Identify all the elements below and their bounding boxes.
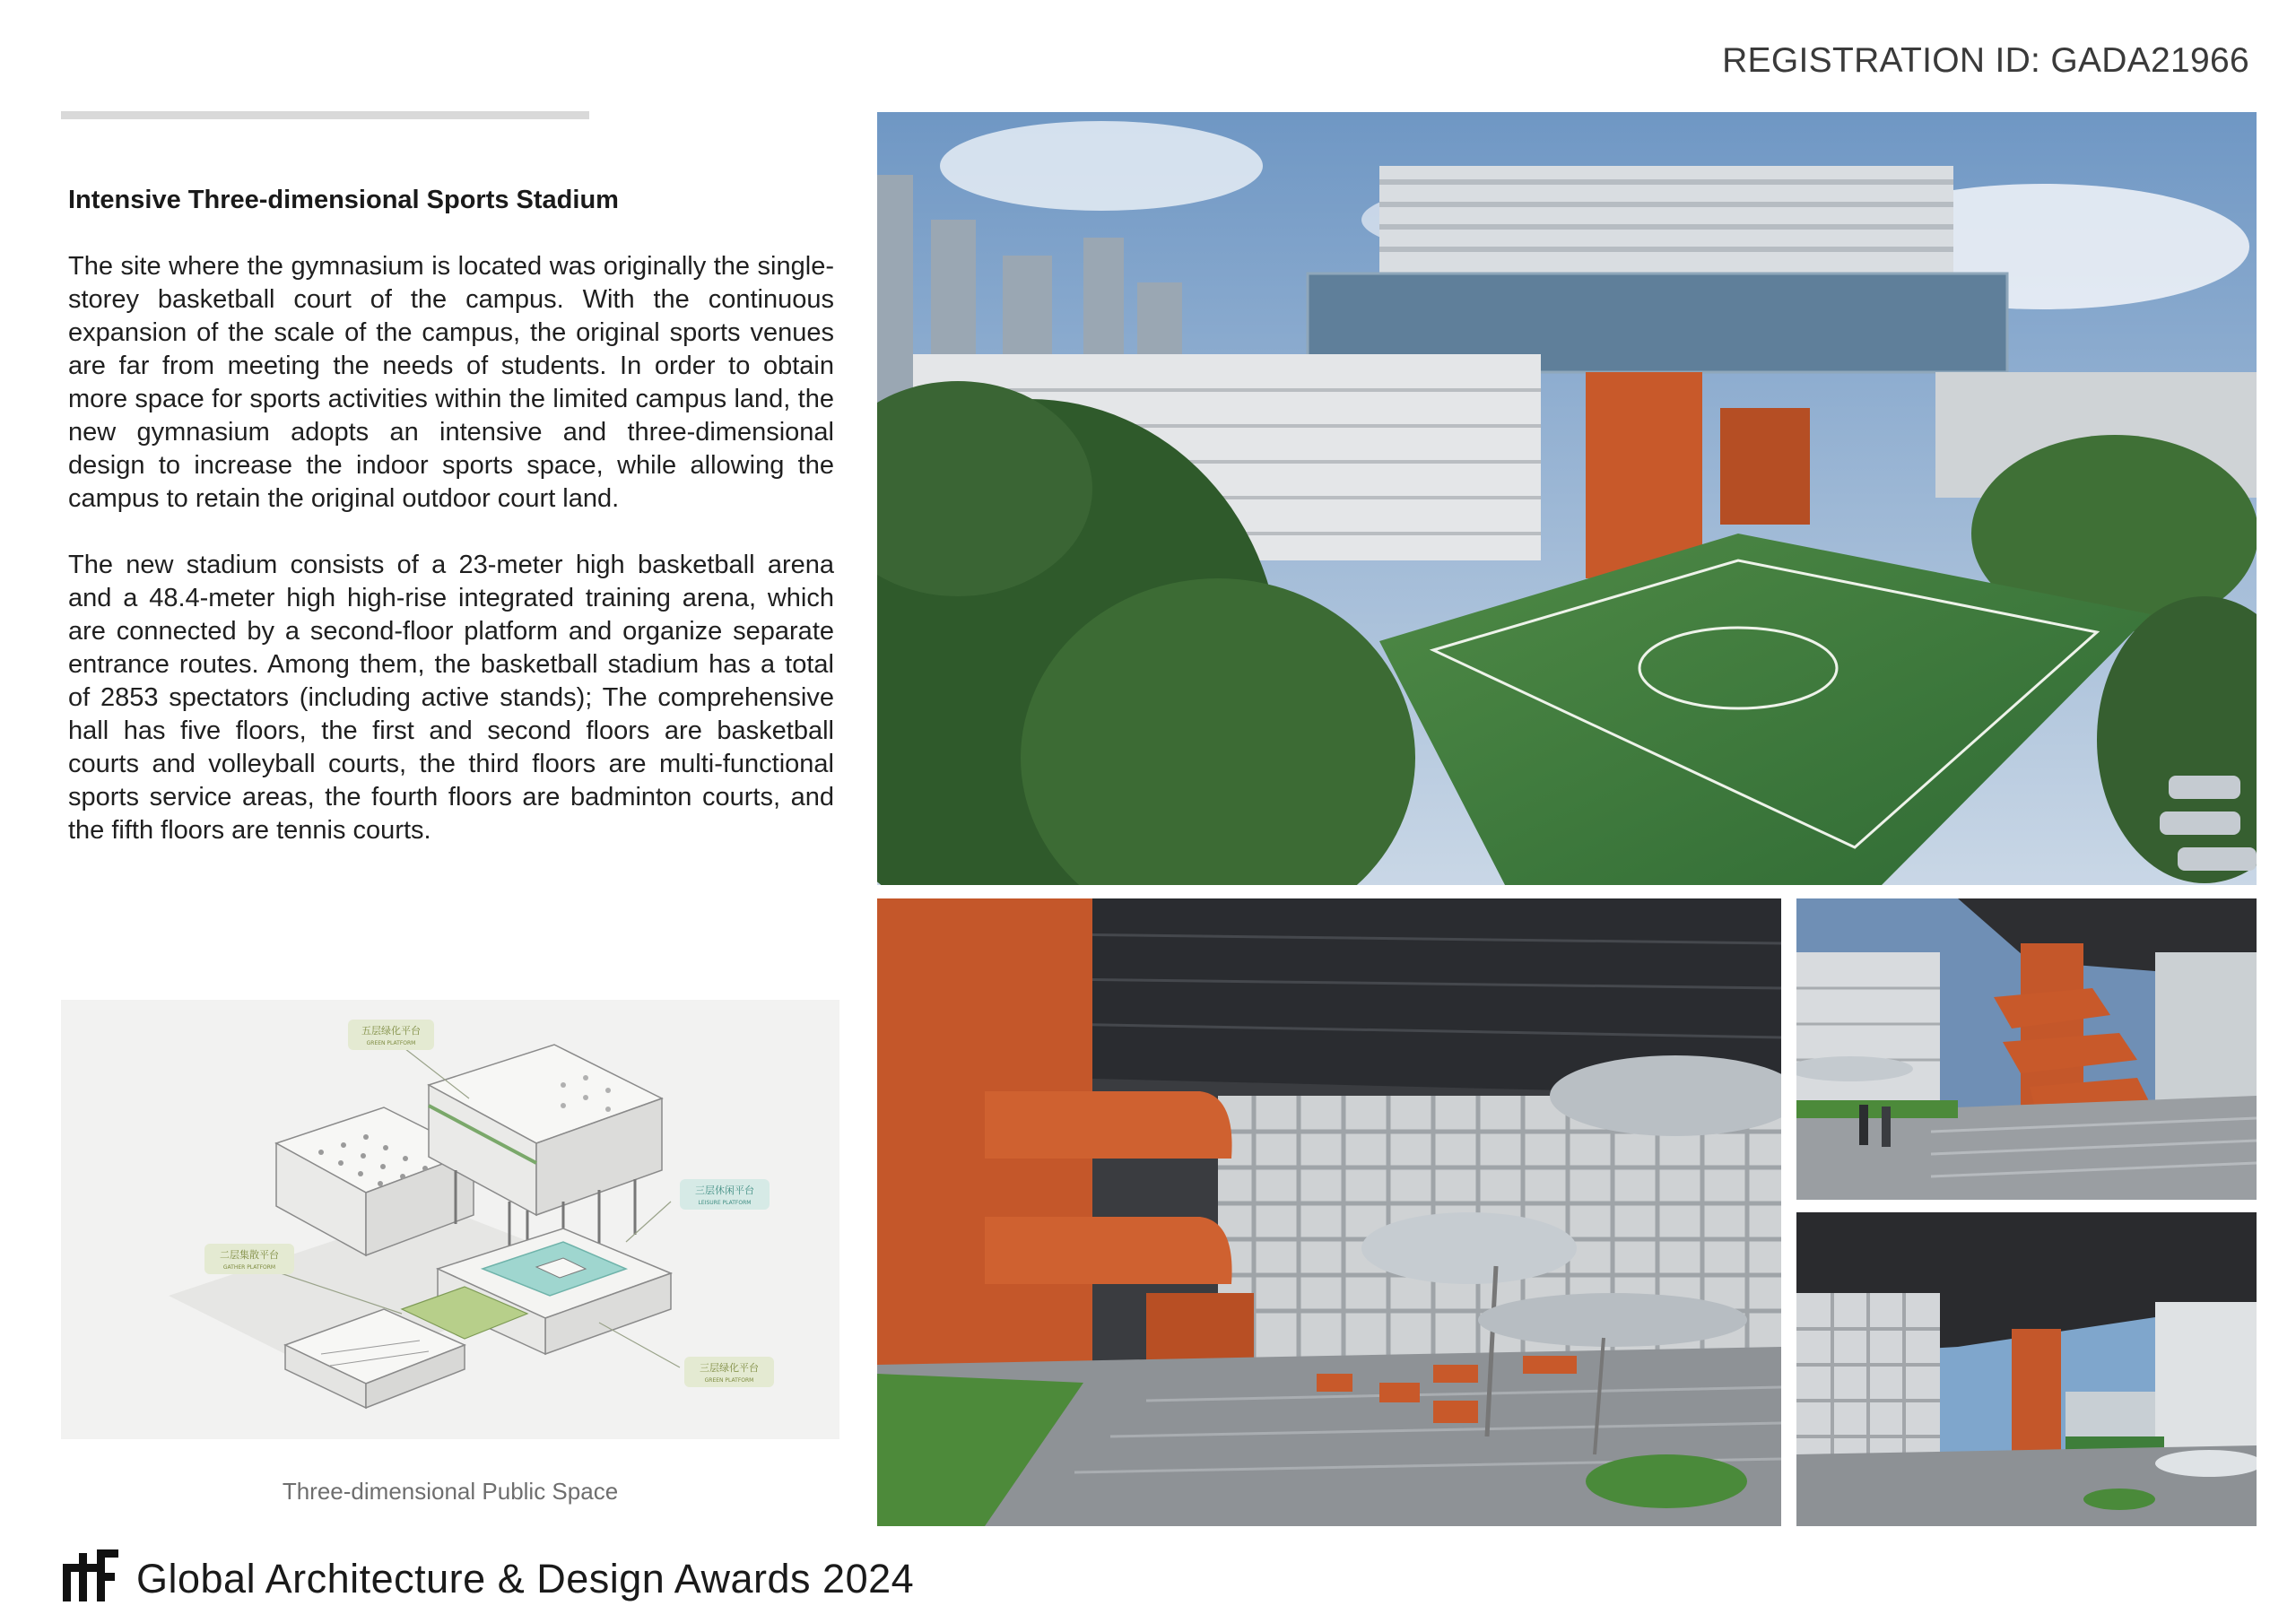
tag-leisure-platform-3f bbox=[680, 1179, 770, 1210]
svg-text:GREEN PLATFORM: GREEN PLATFORM bbox=[704, 1377, 754, 1384]
svg-text:五层绿化平台: 五层绿化平台 bbox=[361, 1025, 421, 1037]
svg-text:LEISURE PLATFORM: LEISURE PLATFORM bbox=[698, 1200, 752, 1206]
tag-gather-platform-2f bbox=[204, 1244, 294, 1274]
section-title: Intensive Three-dimensional Sports Stadium bbox=[68, 186, 619, 214]
tag-green-platform-3f bbox=[684, 1357, 774, 1387]
axonometric-diagram bbox=[61, 1000, 839, 1439]
paragraph-site: The site where the gymnasium is located was originally the single-storey basketball court of the campus. With the continuous expansion of the scale of the campus, the original sports venues are far from meeting the needs of students. In order to obtain more space for sports activities within the limited campus land, the new gymnasium adopts an intensive and three-dimensional design to increase the indoor sports space, while allowing the campus to retain the original outdoor court land. bbox=[68, 251, 834, 513]
svg-text:GREEN PLATFORM: GREEN PLATFORM bbox=[366, 1040, 416, 1046]
svg-text:二层集散平台: 二层集散平台 bbox=[220, 1249, 279, 1261]
tag-green-platform-5f bbox=[348, 1020, 434, 1050]
top-divider bbox=[61, 111, 589, 119]
gada-logo-icon bbox=[59, 1546, 124, 1603]
svg-text:GATHER PLATFORM: GATHER PLATFORM bbox=[222, 1264, 276, 1271]
svg-text:三层休闲平台: 三层休闲平台 bbox=[695, 1185, 754, 1196]
article bbox=[68, 185, 834, 881]
covered-walkway-photo bbox=[1796, 1212, 2257, 1526]
svg-text:三层绿化平台: 三层绿化平台 bbox=[700, 1362, 759, 1374]
diagram-caption: Three-dimensional Public Space bbox=[282, 1478, 619, 1505]
staircase-photo bbox=[1796, 898, 2257, 1200]
interior-plaza-photo bbox=[877, 898, 1781, 1526]
footer-award-title: Global Architecture & Design Awards 2024 bbox=[136, 1556, 915, 1601]
diagram-drawing bbox=[61, 1000, 839, 1439]
paragraph-stadium: The new stadium consists of a 23-meter high basketball arena and a 48.4-meter high high-rise integrated training arena, which are connected by a second-floor platform and organize separate entrance routes. Among them, the basketball stadium has a total of 2853 spectators (including active stands); The comprehensive hall has five floors, the first and second floors are basketball courts and volleyball courts, the third floors are multi-functional sports service areas, the fourth floors are badminton courts, and the fifth floors are tennis courts. bbox=[68, 550, 834, 845]
registration-id: REGISTRATION ID: GADA21966 bbox=[1722, 41, 2249, 80]
exterior-aerial-photo bbox=[877, 112, 2257, 885]
